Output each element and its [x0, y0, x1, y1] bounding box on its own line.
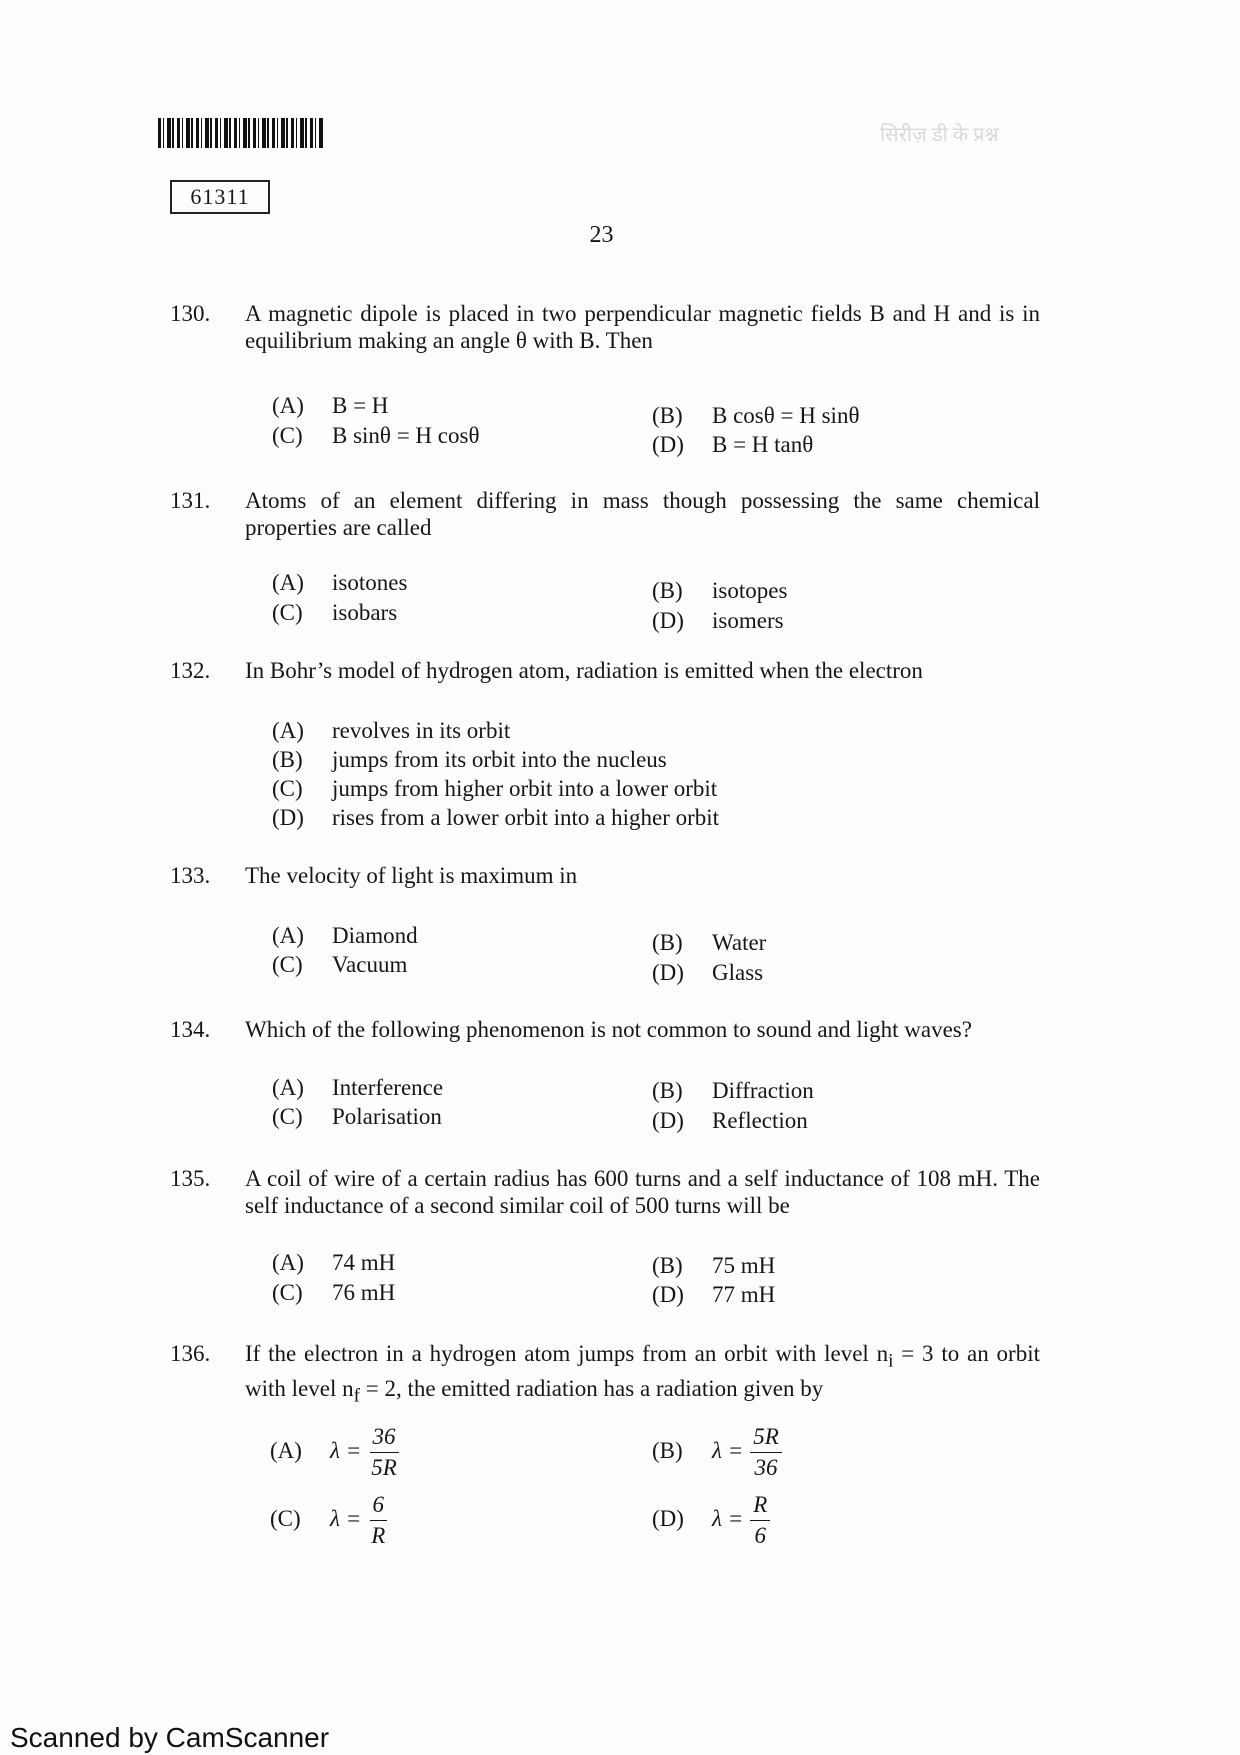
option-label: (C): [272, 423, 303, 448]
option-text: 75 mH: [712, 1253, 776, 1278]
question-130: [170, 300, 1040, 354]
numerator: 36: [370, 1422, 399, 1453]
option-label: (A): [272, 1250, 304, 1275]
option-a: [272, 1249, 395, 1276]
option-d: [652, 431, 813, 458]
option-text: B = H tanθ: [712, 432, 814, 457]
option-b: [652, 1422, 782, 1483]
option-d: [652, 607, 784, 634]
option-text: isotopes: [712, 578, 788, 603]
option-c: [272, 599, 397, 626]
option-label: (A): [272, 718, 304, 743]
option-label: (C): [272, 776, 303, 801]
option-lhs: λ =: [330, 1505, 362, 1531]
question-number: 132.: [170, 658, 211, 683]
option-text: 76 mH: [332, 1280, 396, 1305]
numerator: 5R: [750, 1422, 782, 1453]
option-text: isotones: [332, 570, 408, 595]
barcode-icon: [158, 118, 324, 148]
question-number: 136.: [170, 1341, 211, 1366]
option-text: jumps from higher orbit into a lower orbit: [332, 776, 718, 801]
option-text: 77 mH: [712, 1282, 776, 1307]
paper-code: 61311: [170, 180, 270, 214]
option-label: (C): [272, 1104, 303, 1129]
question-text: If the electron in a hydrogen atom jumps from an orbit with level $n_i = 3$ to an orbit with level $n_f = 2$, the emitted radiation has a radiation given by: [245, 1341, 1040, 1407]
option-a: [272, 717, 510, 744]
question-number: 130.: [170, 301, 211, 326]
option-label: (B): [272, 747, 303, 772]
question-number: 133.: [170, 863, 211, 888]
option-c: [272, 1279, 395, 1306]
option-text: rises from a lower orbit into a higher orbit: [332, 805, 720, 830]
option-b: [652, 1077, 814, 1104]
question-text: A coil of wire of a certain radius has 600 turns and a self inductance of 108 mH. The self inductance of a second similar coil of 500 turns will be: [245, 1166, 1040, 1218]
option-text: B = H: [332, 393, 389, 418]
option-label: (D): [652, 608, 684, 633]
option-b: [652, 1252, 775, 1279]
option-label: (B): [652, 1437, 683, 1463]
option-label: (A): [272, 923, 304, 948]
option-label: (C): [272, 952, 303, 977]
option-c: [272, 775, 717, 802]
question-number: 134.: [170, 1017, 211, 1042]
option-label: (C): [270, 1505, 301, 1531]
fraction: [750, 1490, 770, 1551]
question-text: Atoms of an element differing in mass though possessing the same chemical properties are called: [245, 488, 1040, 540]
option-c: [272, 422, 479, 449]
option-b: [272, 746, 667, 773]
option-a: [272, 922, 418, 949]
numerator: 6: [370, 1490, 388, 1521]
option-label: (B): [652, 1253, 683, 1278]
option-d: [652, 1490, 770, 1551]
option-b: [652, 402, 859, 429]
option-label: (A): [272, 570, 304, 595]
option-label: (D): [652, 432, 684, 457]
question-number: 131.: [170, 488, 211, 513]
option-text: Vacuum: [332, 952, 408, 977]
option-text: isobars: [332, 600, 398, 625]
option-b: [652, 577, 787, 604]
question-text: The velocity of light is maximum in: [245, 863, 578, 888]
option-text: isomers: [712, 608, 784, 633]
option-text: Glass: [712, 960, 764, 985]
option-a: [272, 1074, 443, 1101]
option-label: (D): [652, 960, 684, 985]
option-label: (D): [652, 1282, 684, 1307]
option-a: [272, 569, 407, 596]
option-text: 74 mH: [332, 1250, 396, 1275]
question-text: A magnetic dipole is placed in two perpendicular magnetic fields B and H and is in equilibrium making an angle θ with B. Then: [245, 301, 1040, 353]
question-134: [170, 1016, 1040, 1043]
option-label: (A): [272, 393, 304, 418]
option-label: (B): [652, 1078, 683, 1103]
question-133: [170, 862, 1040, 889]
option-label: (C): [272, 1280, 303, 1305]
question-131: [170, 487, 1040, 541]
option-text: Reflection: [712, 1108, 808, 1133]
option-a: [272, 392, 388, 419]
option-label: (B): [652, 403, 683, 428]
option-d: [652, 1281, 775, 1308]
option-text: B cosθ = H sinθ: [712, 403, 860, 428]
option-text: Water: [712, 930, 767, 955]
option-d: [652, 959, 763, 986]
denominator: 5R: [371, 1455, 397, 1480]
option-label: (C): [272, 600, 303, 625]
fraction: [750, 1422, 782, 1483]
option-label: (B): [652, 930, 683, 955]
page-number: 23: [589, 222, 614, 248]
option-label: (D): [652, 1108, 684, 1133]
question-136: [170, 1340, 1040, 1409]
question-text: In Bohr’s model of hydrogen atom, radiation is emitted when the electron: [245, 658, 923, 683]
question-text: Which of the following phenomenon is not common to sound and light waves?: [245, 1017, 972, 1042]
option-lhs: λ =: [712, 1505, 744, 1531]
option-label: (B): [652, 578, 683, 603]
fraction: [368, 1422, 400, 1483]
denominator: 6: [754, 1523, 767, 1548]
option-c: [272, 1103, 442, 1130]
option-text: Polarisation: [332, 1104, 442, 1129]
question-132: [170, 657, 1040, 684]
option-label: (D): [652, 1505, 684, 1531]
corner-note: सिरीज़ डी के प्रश्न: [880, 124, 999, 146]
numerator: R: [750, 1490, 770, 1521]
option-text: Diamond: [332, 923, 418, 948]
option-label: (A): [272, 1075, 304, 1100]
denominator: R: [371, 1523, 386, 1548]
option-d: [652, 1107, 808, 1134]
question-number: 135.: [170, 1166, 211, 1191]
scanner-watermark: Scanned by CamScanner: [10, 1722, 330, 1753]
option-label: (A): [270, 1437, 302, 1463]
option-lhs: λ =: [712, 1437, 744, 1463]
option-b: [652, 929, 766, 956]
option-label: (D): [272, 805, 304, 830]
option-text: revolves in its orbit: [332, 718, 511, 743]
option-text: B sinθ = H cosθ: [332, 423, 480, 448]
option-a: [270, 1422, 400, 1483]
option-text: jumps from its orbit into the nucleus: [332, 747, 667, 772]
denominator: 36: [754, 1455, 778, 1480]
option-lhs: λ =: [330, 1437, 362, 1463]
option-c: [272, 951, 407, 978]
fraction: [368, 1490, 388, 1551]
option-c: [270, 1490, 388, 1551]
question-135: [170, 1165, 1040, 1219]
option-text: Diffraction: [712, 1078, 814, 1103]
option-text: Interference: [332, 1075, 444, 1100]
option-d: [272, 804, 719, 831]
